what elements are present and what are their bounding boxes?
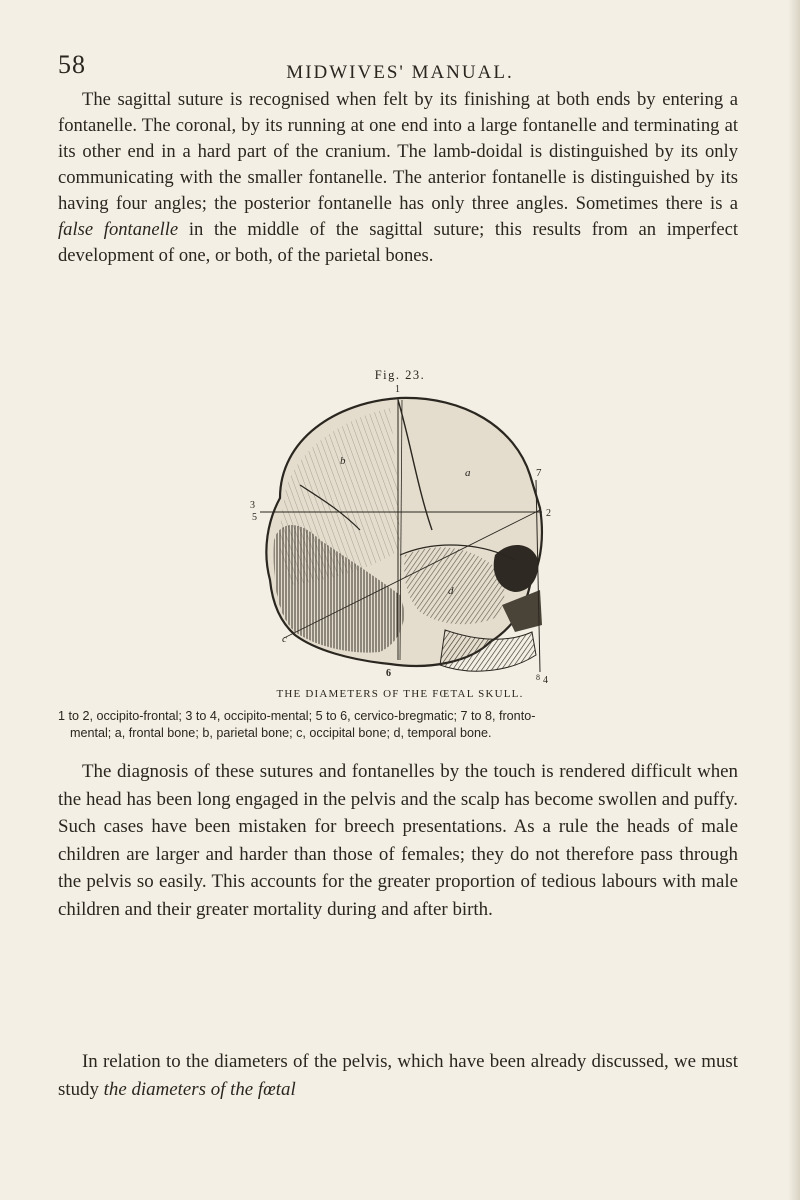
label-a: a (465, 467, 471, 479)
marker-2: 2 (546, 508, 551, 519)
paragraph-diameters (58, 1048, 738, 1103)
foetal-skull-illustration (240, 380, 570, 685)
marker-3: 3 (250, 500, 255, 511)
italic-term-false-fontanelle: false fontanelle (58, 219, 179, 240)
figure-legend-line-2: mental; a, frontal bone; b, parietal bone; c, occipital bone; d, temporal bone. (70, 726, 492, 740)
marker-4: 4 (543, 675, 548, 685)
paragraph-diagnosis: The diagnosis of these sutures and fontanelles by the touch is rendered difficult when the head has been long engaged in the pelvis and the scalp has become swollen and puffy. Such cases have been mistaken for breech presentations. As a rule the heads of male children are larger and harder than those of females; they do not therefore pass through the pelvis so easily. This accounts for the greater proportion of tedious labours with male children and their greater mortality during and after birth. (58, 761, 738, 920)
figure-legend-line-1: 1 to 2, occipito-frontal; 3 to 4, occipito-mental; 5 to 6, cervico-bregmatic; 7 to 8, fronto- (58, 709, 536, 723)
page-edge (788, 0, 800, 1200)
italic-phrase-diameters: the diameters of the fœtal (103, 1078, 296, 1100)
marker-6: 6 (386, 668, 391, 679)
figure-legend (58, 708, 740, 742)
paragraph-sutures-text: The sagittal suture is recognised when felt by its finishing at both ends by entering a fontanelle. The coronal, by its running at one end into a large fontanelle and terminating at its other end in a hard part of the cranium. The lamb-doidal is distinguished by its only communicating with the smaller fontanelle. The anterior fontanelle is distinguished by its having four angles; the posterior fontanelle has only three angles. Sometimes there is a (58, 89, 738, 214)
paragraph-sutures-text-end: in the middle of the sagittal suture; this results from an imperfect development of one, or both, of the parietal bones. (58, 219, 738, 266)
label-c: c (282, 633, 287, 645)
figure-caption: THE DIAMETERS OF THE FŒTAL SKULL. (276, 688, 524, 700)
label-d: d (448, 585, 454, 597)
marker-5: 5 (252, 512, 257, 523)
paragraph-sutures (58, 87, 738, 269)
figure-label: Fig. 23. (374, 368, 426, 382)
paragraph-diameters-text: In relation to the diameters of the pelvis, which have been already discussed, we must study (58, 1051, 738, 1100)
marker-8: 8 (536, 673, 540, 682)
marker-7: 7 (536, 467, 542, 479)
label-b: b (340, 455, 346, 467)
page-number: 58 (58, 50, 86, 79)
running-head: MIDWIVES' MANUAL. (286, 62, 514, 83)
marker-1: 1 (395, 384, 400, 395)
